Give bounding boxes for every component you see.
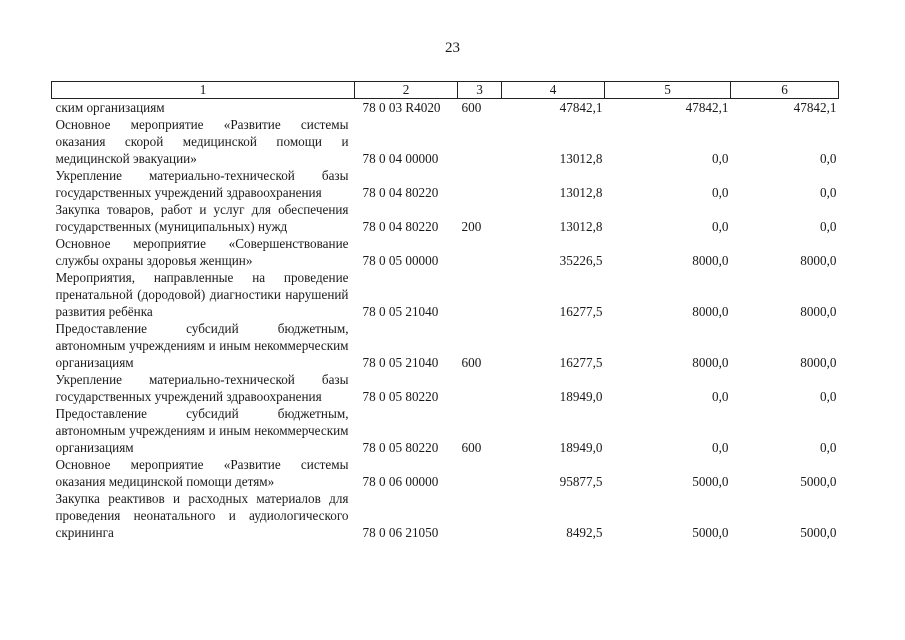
row-name: Укрепление материально-технической базы государственных учреждений здравоохранения: [55, 372, 349, 404]
table-row: [52, 269, 839, 320]
row-value-1: 18949,0: [559, 440, 603, 455]
row-expense-type: [458, 490, 502, 541]
row-code: 78 0 05 00000: [362, 253, 439, 268]
row-value-2: 0,0: [712, 389, 729, 404]
header-col-1: 1: [52, 82, 355, 99]
row-value-1: 13012,8: [559, 151, 603, 166]
row-name: Укрепление материально-технической базы государственных учреждений здравоохранения: [55, 168, 349, 200]
row-expense-type: [458, 371, 502, 405]
row-name: Основное мероприятие «Совершенствование службы охраны здоровья женщин»: [55, 236, 349, 268]
page-number: 23: [445, 40, 460, 56]
row-value-3: 0,0: [820, 440, 837, 455]
row-code: 78 0 04 00000: [362, 151, 439, 166]
row-value-1: 8492,5: [566, 525, 603, 540]
row-name: Мероприятия, направленные на проведение пренатальной (дородовой) диагностики нарушений развития ребёнка: [55, 270, 349, 319]
row-expense-type: 600: [461, 440, 482, 455]
row-value-2: 0,0: [712, 151, 729, 166]
row-code: 78 0 05 80220: [362, 389, 439, 404]
row-expense-type: 600: [461, 355, 482, 370]
table-row: [52, 235, 839, 269]
row-value-1: 35226,5: [559, 253, 603, 268]
row-value-2: 0,0: [712, 185, 729, 200]
row-expense-type: [458, 456, 502, 490]
row-name: Предоставление субсидий бюджетным, автономным учреждениям и иным некоммерческим организациям: [55, 321, 349, 370]
header-col-5: 5: [605, 82, 731, 99]
row-name: Основное мероприятие «Развитие системы оказания скорой медицинской помощи и медицинской эвакуации»: [55, 117, 349, 166]
header-col-4: 4: [502, 82, 605, 99]
row-value-1: 13012,8: [559, 219, 603, 234]
row-value-1: 18949,0: [559, 389, 603, 404]
row-value-3: 8000,0: [800, 355, 837, 370]
row-value-1: 16277,5: [559, 355, 603, 370]
table-row: [52, 201, 839, 235]
row-value-3: 0,0: [820, 389, 837, 404]
row-value-2: 8000,0: [692, 253, 729, 268]
row-name: Предоставление субсидий бюджетным, автономным учреждениям и иным некоммерческим организациям: [55, 406, 349, 455]
row-expense-type: [458, 235, 502, 269]
table-body: [52, 99, 839, 542]
row-value-2: 0,0: [712, 219, 729, 234]
row-value-3: 47842,1: [793, 100, 837, 115]
row-name: Закупка товаров, работ и услуг для обеспечения государственных (муниципальных) нужд: [55, 202, 349, 234]
row-expense-type: 200: [461, 219, 482, 234]
row-value-3: 8000,0: [800, 304, 837, 319]
row-value-3: 0,0: [820, 151, 837, 166]
table-row: [52, 490, 839, 541]
row-name: Основное мероприятие «Развитие системы оказания медицинской помощи детям»: [55, 457, 349, 489]
row-expense-type: [458, 269, 502, 320]
table-header: [52, 82, 839, 99]
table-row: [52, 405, 839, 456]
row-expense-type: 600: [461, 100, 482, 115]
row-value-3: 8000,0: [800, 253, 837, 268]
row-code: 78 0 05 21040: [362, 304, 439, 319]
row-expense-type: [458, 167, 502, 201]
table-row: [52, 456, 839, 490]
row-value-2: 47842,1: [685, 100, 729, 115]
table-row: [52, 167, 839, 201]
row-value-1: 13012,8: [559, 185, 603, 200]
table-row: [52, 116, 839, 167]
header-col-2: 2: [355, 82, 458, 99]
row-value-1: 95877,5: [559, 474, 603, 489]
row-value-3: 0,0: [820, 219, 837, 234]
row-value-2: 5000,0: [692, 525, 729, 540]
row-code: 78 0 03 R4020: [362, 100, 441, 115]
table-row: [52, 371, 839, 405]
row-code: 78 0 05 21040: [362, 355, 439, 370]
row-name: ским организациям: [55, 100, 165, 115]
header-col-6: 6: [731, 82, 839, 99]
budget-table: [51, 81, 839, 541]
row-value-2: 0,0: [712, 440, 729, 455]
row-value-3: 0,0: [820, 185, 837, 200]
row-code: 78 0 05 80220: [362, 440, 439, 455]
row-code: 78 0 06 21050: [362, 525, 439, 540]
row-code: 78 0 04 80220: [362, 219, 439, 234]
table-row: [52, 99, 839, 117]
row-value-1: 16277,5: [559, 304, 603, 319]
row-value-2: 5000,0: [692, 474, 729, 489]
row-value-3: 5000,0: [800, 474, 837, 489]
row-expense-type: [458, 116, 502, 167]
row-value-2: 8000,0: [692, 355, 729, 370]
row-value-3: 5000,0: [800, 525, 837, 540]
table-header-row: [52, 82, 839, 99]
row-value-2: 8000,0: [692, 304, 729, 319]
table-row: [52, 320, 839, 371]
header-col-3: 3: [458, 82, 502, 99]
row-name: Закупка реактивов и расходных материалов для проведения неонатального и аудиологического скрининга: [55, 491, 349, 540]
row-value-1: 47842,1: [559, 100, 603, 115]
row-code: 78 0 06 00000: [362, 474, 439, 489]
row-code: 78 0 04 80220: [362, 185, 439, 200]
